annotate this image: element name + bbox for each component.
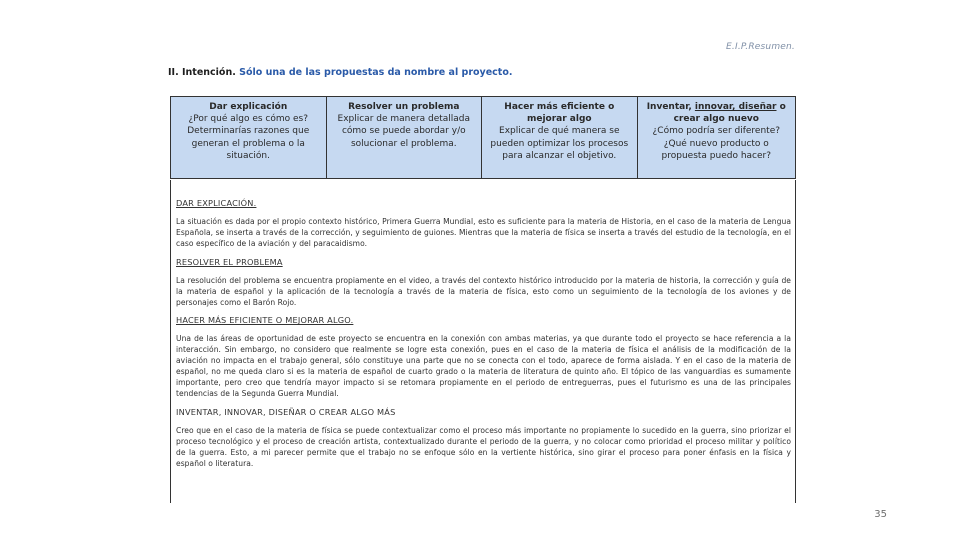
paragraph-hacer-eficiente: Una de las áreas de oportunidad de este proyecto se encuentra en la conexión con ambas materias, ya que durante todo el proyecto se hace referencia a la interacción. Sin embargo, no considero que realmente se logre esta conexión, pues en el caso de la materia de física el análisis de la modificación de la aviación no impacta en el trabajo general, sólo constituye una parte que no se conecta con el todo, aparece de forma aislada. Y en el caso de la materia de español, no me queda claro si es la materia de español de cuarto grado o la materia de literatura de quinto año. El tópico de las vanguardias es sumamente importante, pero creo que tendría mayor impacto si se retomara propiamente en el periodo de entreguerras, pues el futurismo es una de las principales tendencias de la Segunda Guerra Mundial. bbox=[176, 334, 791, 398]
page-number: 35 bbox=[874, 509, 887, 520]
table-cell-dar-explicacion bbox=[171, 97, 327, 178]
table-body: ¿Por qué algo es cómo es? Determinarías razones que generan el problema o la situación. bbox=[187, 114, 310, 161]
section-title bbox=[168, 67, 512, 78]
table-cell-inventar bbox=[638, 97, 795, 178]
table-heading: Resolver un problema bbox=[348, 102, 460, 112]
heading-hacer-eficiente: HACER MÁS EFICIENTE O MEJORAR ALGO. bbox=[176, 315, 354, 326]
table-heading: Hacer más eficiente o mejorar algo bbox=[504, 102, 615, 125]
section-title-highlight: Sólo una de las propuestas da nombre al proyecto. bbox=[239, 67, 513, 78]
document-header-label: E.I.P.Resumen. bbox=[726, 42, 795, 52]
table-body: ¿Cómo podría ser diferente? ¿Qué nuevo producto o propuesta puedo hacer? bbox=[652, 126, 781, 161]
document-content bbox=[170, 180, 796, 503]
table-heading: Dar explicación bbox=[209, 102, 288, 112]
heading-inventar: INVENTAR, INNOVAR, DISEÑAR O CREAR ALGO MÁS bbox=[176, 406, 396, 417]
table-heading-post: o crear algo nuevo bbox=[673, 102, 786, 125]
paragraph-resolver-problema: La resolución del problema se encuentra propiamente en el video, a través del contexto histórico introducido por la materia de historia, la corrección y guía de la materia de español y la aplicación de la tecnología a través de la materia de física, esto como un seguimiento de la tecnología de los aviones y de personajes como el Barón Rojo. bbox=[176, 275, 791, 307]
paragraph-inventar: Creo que en el caso de la materia de física se puede contextualizar como el proceso más importante no propiamente lo sucedido en la guerra, sino priorizar el proceso tecnológico y el proceso de creación artista, contextualizado durante el periodo de la guerra, y no colocar como prioridad el proceso militar y político de la guerra. Esto, a mi parecer permite que el trabajo no se enfoque sólo en la vertiente histórica, sino girar el proceso para poner énfasis en la física y español o literatura. bbox=[176, 425, 791, 468]
table-cell-resolver-problema bbox=[327, 97, 483, 178]
section-title-prefix: II. Intención. bbox=[168, 67, 236, 78]
paragraph-dar-explicacion: La situación es dada por el propio contexto histórico, Primera Guerra Mundial, esto es suficiente para la materia de Historia, en el caso de la materia de Lengua Española, se inserta a través de la corrección, y seguimiento de guiones. Mientras que la materia de física se inserta a través del estudio de la tecnología, en el caso específico de la aviación y del paracaidismo. bbox=[176, 217, 791, 248]
table-body: Explicar de manera detallada cómo se puede abordar y/o solucionar el problema. bbox=[337, 114, 471, 149]
table-heading-pre: Inventar, bbox=[646, 102, 695, 112]
table-heading-underlined: innovar, diseñar bbox=[694, 102, 777, 112]
table-cell-hacer-eficiente bbox=[482, 97, 638, 178]
heading-dar-explicacion: DAR EXPLICACIÓN. bbox=[176, 198, 257, 208]
table-heading bbox=[642, 101, 791, 125]
heading-resolver-problema: RESOLVER EL PROBLEMA bbox=[176, 256, 283, 267]
intention-table bbox=[170, 96, 796, 179]
table-body: Explicar de qué manera se pueden optimizar los procesos para alcanzar el objetivo. bbox=[490, 126, 629, 161]
